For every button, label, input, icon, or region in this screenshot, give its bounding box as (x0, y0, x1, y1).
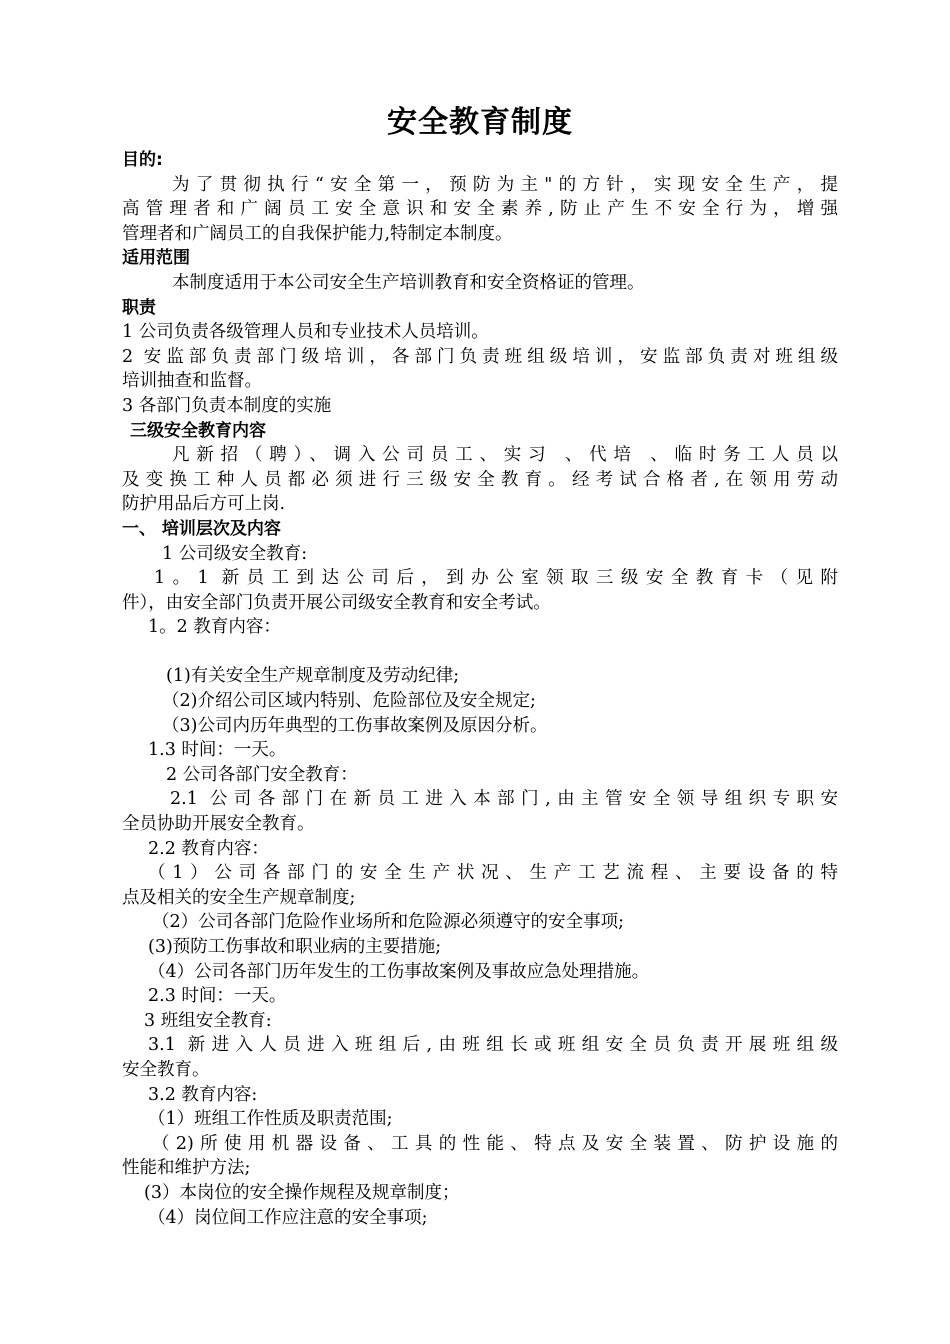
levels-line: 1。2 教育内容： (148, 617, 281, 638)
levels-line: 2.3 时间：一天。 (148, 986, 287, 1007)
purpose-heading: 目的: (122, 150, 163, 170)
levels-line: 安全教育。 (122, 1059, 210, 1080)
duties-heading: 职责 (122, 297, 156, 318)
levels-line: (3)预防工伤事故和职业病的主要措施; (148, 937, 442, 957)
purpose-line: 为了贯彻执行“安全第一，预防为主"的方针，实现安全生产，提 (172, 174, 838, 195)
levels-line: （4）岗位间工作应注意的安全事项; (148, 1207, 428, 1228)
duties-line: 2 安监部负责部门级培训，各部门负责班组级培训，安监部负责对班组级 (122, 346, 838, 367)
levels-line: 2.2 教育内容： (148, 838, 269, 859)
levels-line: 性能和维护方法; (122, 1158, 251, 1179)
levels-line: 件），由安全部门负责开展公司级安全教育和安全考试。 (122, 592, 551, 613)
levels-heading: 一、 培训层次及内容 (122, 518, 281, 539)
levels-line: (1)有关安全生产规章制度及劳动纪律; (166, 666, 460, 687)
levels-line: （2）公司各部门危险作业场所和危险源必须遵守的安全事项; (152, 912, 625, 933)
levels-line: 3.2 教育内容: (148, 1084, 258, 1105)
levels-line: （1）公司各部门的安全生产状况、生产工艺流程、主要设备的特 (148, 863, 838, 884)
levels-line: 全员协助开展安全教育。 (122, 814, 315, 835)
duties-line: 1 公司负责各级管理人员和专业技术人员培训。 (122, 322, 489, 343)
content-heading: 三级安全教育内容 (130, 420, 266, 441)
levels-line: 2.1 公司各部门在新员工进入本部门,由主管安全领导组织专职安 (170, 789, 838, 810)
document-title: 安全教育制度 (387, 105, 573, 140)
levels-line: 3.1 新进入人员进入班组后,由班组长或班组安全员负责开展班组级 (148, 1035, 838, 1056)
levels-line: （2)介绍公司区域内特别、危险部位及安全规定; (162, 691, 536, 712)
levels-line: （1）班组工作性质及职责范围; (148, 1109, 393, 1130)
levels-line: （3)公司内历年典型的工伤事故案例及原因分析。 (162, 715, 548, 736)
levels-line: （4）公司各部门历年发生的工伤事故案例及事故应急处理措施。 (148, 961, 650, 982)
levels-line: 2 公司各部门安全教育： (166, 764, 358, 785)
levels-line: （2)所使用机器设备、工具的性能、特点及安全装置、防护设施的 (152, 1133, 838, 1154)
scope-heading: 适用范围 (122, 248, 190, 269)
levels-line: 1。1 新员工到达公司后，到办公室领取三级安全教育卡（见附 (154, 568, 838, 589)
content-line: 防护用品后方可上岗. (122, 494, 286, 515)
levels-line: 点及相关的安全生产规章制度; (122, 887, 356, 908)
content-line: 及变换工种人员都必须进行三级安全教育。经考试合格者,在领用劳动 (122, 469, 838, 490)
levels-line: 1.3 时间：一天。 (148, 740, 287, 761)
levels-line: (3）本岗位的安全操作规程及规章制度； (144, 1182, 460, 1203)
duties-line: 培训抽查和监督。 (122, 371, 262, 392)
purpose-line: 高管理者和广阔员工安全意识和安全素养,防止产生不安全行为，增强 (122, 199, 838, 220)
duties-line: 3 各部门负责本制度的实施 (122, 395, 332, 416)
purpose-line: 管理者和广阔员工的自我保护能力,特制定本制度。 (122, 223, 513, 244)
document-body (122, 100, 838, 1230)
content-line: 凡新招（聘）、调入公司员工、实习 、代培 、临时务工人员以 (172, 445, 838, 466)
blank-line (122, 640, 838, 665)
scope-line: 本制度适用于本公司安全生产培训教育和安全资格证的管理。 (172, 272, 645, 293)
levels-line: 1 公司级安全教育: (162, 543, 308, 564)
levels-line: 3 班组安全教育: (144, 1010, 272, 1031)
